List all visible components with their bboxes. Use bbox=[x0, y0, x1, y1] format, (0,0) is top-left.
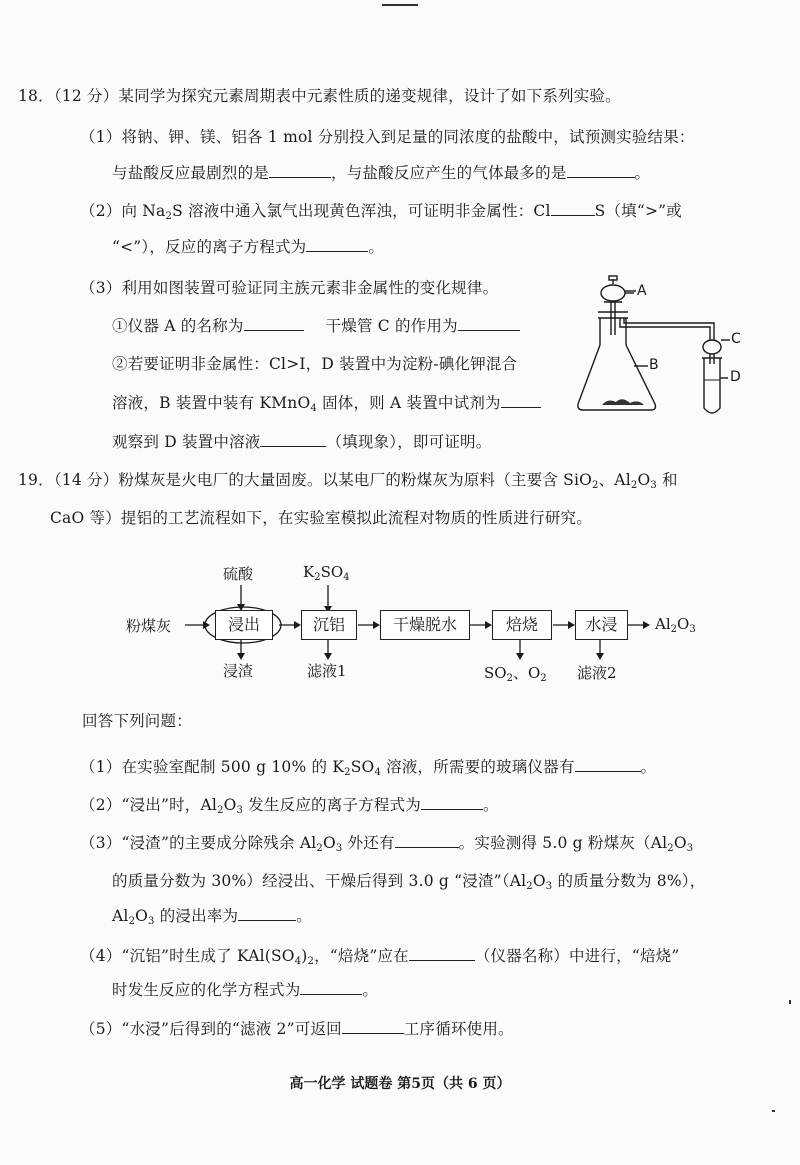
flow-input-k2so4: $K_2SO_4$ bbox=[303, 563, 350, 583]
answer-blank[interactable] bbox=[567, 163, 635, 178]
flow-feed: 粉煤灰 bbox=[126, 617, 172, 635]
flow-input-sulfuric-acid: 硫酸 bbox=[223, 565, 254, 583]
q18-part3-line4: 溶液，B 装置中装有 KMnO$_4$ 固体，则 A 装置中试剂为 bbox=[112, 393, 541, 419]
answer-blank[interactable] bbox=[300, 980, 362, 995]
flow-output-filtrate2: 滤液2 bbox=[577, 664, 617, 682]
flow-step-water-leach: 水浸 bbox=[575, 610, 628, 640]
label-b: B bbox=[649, 357, 659, 373]
flow-step-precipitate: 沉铝 bbox=[301, 610, 357, 640]
q19-heading-line1: 19．（14 分）粉煤灰是火电厂的大量固废。以某电厂的粉煤灰为原料（主要含 SiO$_2$、$Al_2O_3$ 和 bbox=[18, 471, 678, 491]
scan-mark bbox=[382, 4, 418, 6]
answer-blank[interactable] bbox=[269, 163, 331, 178]
answer-blank[interactable] bbox=[458, 316, 520, 331]
answer-blank[interactable] bbox=[306, 237, 368, 252]
q18-part3-line2: ①仪器 A 的名称为 干燥管 C 的作用为 bbox=[112, 316, 520, 336]
q19-sub3-line1: （3）“浸渣”的主要成分除残余 $Al_2O_3$ 外还有 。实验测得 5.0 g 粉煤灰（$Al_2O_3$ bbox=[80, 834, 694, 854]
q18-part3-line1: （3）利用如图装置可验证同主族元素非金属性的变化规律。 bbox=[80, 279, 499, 297]
scan-mark bbox=[789, 1000, 791, 1004]
q18-part3-line3: ②若要证明非金属性：Cl>I，D 装置中为淀粉-碘化钾混合 bbox=[112, 355, 518, 373]
flow-step-leach: 浸出 bbox=[215, 610, 273, 640]
q18-part1-line2: 与盐酸反应最剧烈的是 ，与盐酸反应产生的气体最多的是 。 bbox=[112, 164, 651, 182]
q19-sub5: （5）“水浸”后得到的“滤液 2”可返回 工序循环使用。 bbox=[80, 1020, 514, 1038]
answer-blank[interactable] bbox=[244, 316, 304, 331]
q18-part2-line2: “<”），反应的离子方程式为 。 bbox=[112, 238, 385, 256]
answer-blank[interactable] bbox=[342, 1019, 404, 1034]
flow-output-residue: 浸渣 bbox=[223, 662, 254, 680]
flow-step-dry: 干燥脱水 bbox=[380, 610, 470, 640]
answer-blank[interactable] bbox=[395, 833, 459, 848]
q19-sub4-line2: 时发生反应的化学方程式为 。 bbox=[112, 981, 379, 999]
label-d: D bbox=[730, 369, 741, 385]
label-c: C bbox=[731, 331, 741, 347]
q18-heading: 18．（12 分）某同学为探究元素周期表中元素性质的递变规律，设计了如下系列实验。 bbox=[18, 87, 621, 105]
label-a: A bbox=[637, 283, 647, 299]
q19-sub3-line3: $Al_2O_3$ 的浸出率为 。 bbox=[112, 907, 312, 927]
q18-part2-line1: （2）向 $Na_2S$ 溶液中通入氯气出现黄色浑浊，可证明非金属性：Cl S（填“>”或 bbox=[80, 202, 682, 222]
answer-blank[interactable] bbox=[421, 795, 483, 810]
q19-sub3-line2: 的质量分数为 30%）经浸出、干燥后得到 3.0 g “浸渣$”(Al_2O_3$ 的质量分数为 8%）， bbox=[112, 872, 706, 892]
answer-blank[interactable] bbox=[238, 906, 296, 921]
flow-product: $Al_2O_3$ bbox=[655, 615, 696, 635]
answer-blank[interactable] bbox=[575, 757, 641, 772]
q19-heading-line2: CaO 等）提铝的工艺流程如下，在实验室模拟此流程对物质的性质进行研究。 bbox=[50, 509, 592, 527]
page-footer: 高一化学 试题卷 第5页（共 6 页） bbox=[289, 1076, 511, 1092]
q19-sub4-line1: （4）“沉铝”时生成了 $KAl(SO_4)_2$，“焙烧”应在 （仪器名称）中进行，“焙烧” bbox=[80, 947, 680, 967]
answer-blank[interactable] bbox=[409, 946, 475, 961]
flow-step-roast: 焙烧 bbox=[492, 610, 552, 640]
flow-output-filtrate1: 滤液1 bbox=[307, 662, 347, 680]
q19-prompt: 回答下列问题： bbox=[82, 712, 192, 730]
q19-sub2: （2）“浸出”时，$Al_2O_3$ 发生反应的离子方程式为 。 bbox=[80, 796, 499, 816]
answer-blank[interactable] bbox=[260, 432, 326, 447]
q19-sub1: （1）在实验室配制 500 g 10% 的 $K_2SO_4$ 溶液，所需要的玻璃仪器有 。 bbox=[80, 758, 657, 778]
scan-mark bbox=[772, 1110, 775, 1112]
answer-blank[interactable] bbox=[501, 393, 541, 408]
q18-part1-line1: （1）将钠、钾、镁、铝各 1 mol 分别投入到足量的同浓度的盐酸中，试预测实验结果： bbox=[80, 128, 695, 146]
answer-blank[interactable] bbox=[551, 201, 595, 216]
q18-part3-line5: 观察到 D 装置中溶液 （填现象），即可证明。 bbox=[112, 433, 492, 451]
flow-output-gases: $SO_2$、$O_2$ bbox=[484, 664, 547, 684]
